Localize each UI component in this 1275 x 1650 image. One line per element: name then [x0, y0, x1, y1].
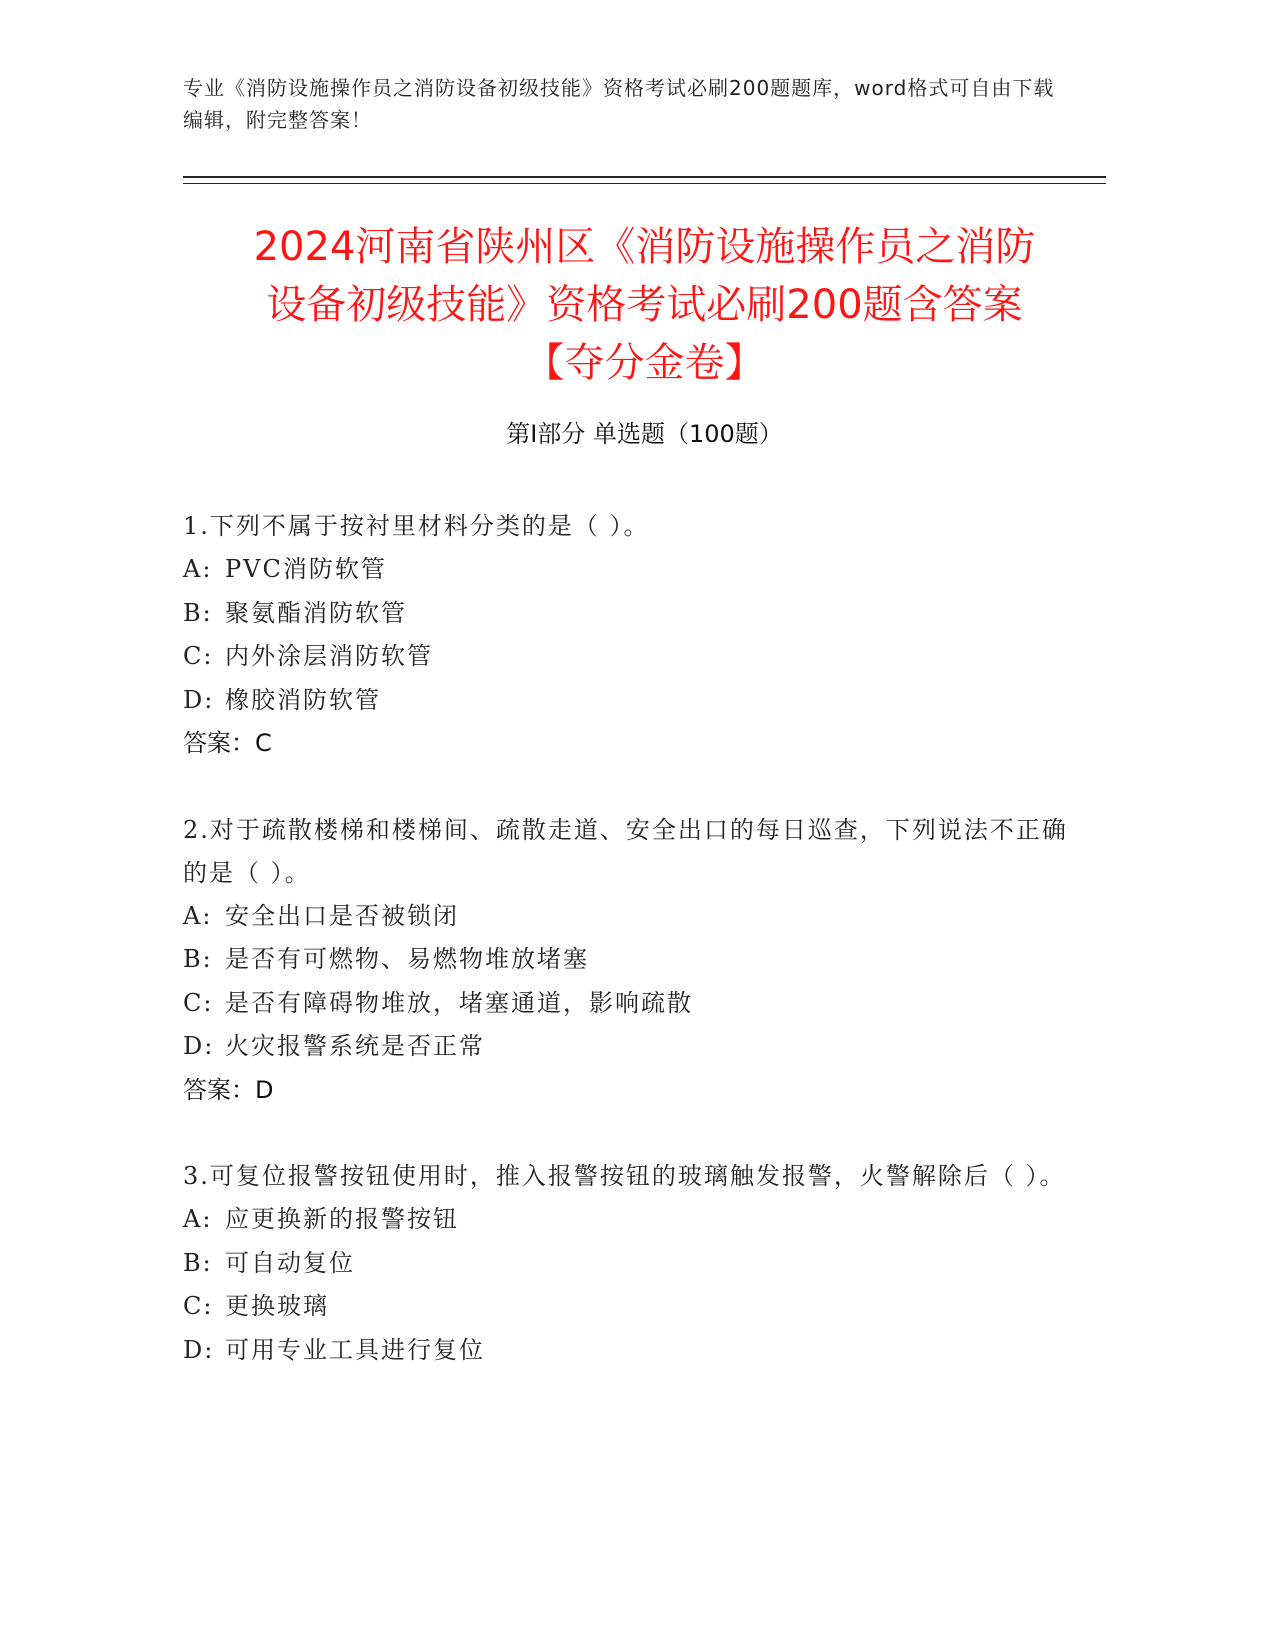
header-rule-thick: [183, 176, 1106, 178]
option-text: PVC消防软管: [225, 555, 387, 583]
option-c: [183, 982, 1083, 1026]
option-text: 应更换新的报警按钮: [225, 1205, 459, 1233]
option-text: 橡胶消防软管: [225, 685, 381, 714]
option-b: [183, 938, 1083, 982]
question-item: [183, 1155, 1083, 1372]
option-a: [183, 548, 1083, 592]
option-c: [183, 1285, 1083, 1329]
option-letter: A:: [183, 901, 213, 930]
option-b: [183, 1242, 1083, 1286]
option-text: 更换玻璃: [225, 1292, 329, 1320]
option-text: 安全出口是否被锁闭: [225, 901, 459, 930]
option-letter: B:: [183, 598, 213, 627]
section-title: 第Ⅰ部分 单选题（100题）: [506, 420, 783, 448]
option-letter: D:: [183, 1335, 215, 1364]
option-b: [183, 592, 1083, 636]
header-note: 专业《消防设施操作员之消防设备初级技能》资格考试必刷200题题库，word格式可自由下载编辑，附完整答案！: [183, 76, 1055, 132]
question-stem: 2.对于疏散楼梯和楼梯间、疏散走道、安全出口的每日巡查，下列说法不正确的是（ ）。: [183, 815, 1068, 887]
option-text: 火灾报警系统是否正常: [225, 1032, 485, 1060]
title-line: 2024河南省陕州区《消防设施操作员之消防: [253, 224, 1036, 270]
option-a: [183, 1198, 1083, 1242]
option-text: 是否有障碍物堆放，堵塞通道，影响疏散: [225, 988, 693, 1017]
option-text: 可用专业工具进行复位: [225, 1335, 485, 1364]
question-stem: 1.下列不属于按衬里材料分类的是（ ）。: [183, 512, 650, 540]
option-letter: B:: [183, 1248, 213, 1277]
option-text: 内外涂层消防软管: [225, 642, 433, 670]
title-line: 【夺分金卷】: [524, 340, 765, 386]
document-title: [183, 218, 1106, 392]
header-rule-thin: [183, 183, 1106, 184]
question-list: [183, 505, 1083, 1415]
option-text: 可自动复位: [225, 1248, 355, 1277]
option-letter: B:: [183, 945, 213, 973]
title-line: 设备初级技能》资格考试必刷200题含答案: [266, 282, 1023, 328]
option-text: 是否有可燃物、易燃物堆放堵塞: [225, 945, 589, 973]
option-letter: C:: [183, 988, 214, 1017]
answer-line: 答案：D: [183, 1075, 274, 1104]
option-letter: A:: [183, 555, 213, 583]
option-d: [183, 1329, 1083, 1373]
question-item: [183, 505, 1083, 766]
option-letter: C:: [183, 642, 214, 670]
option-letter: C:: [183, 1292, 214, 1320]
question-item: [183, 809, 1083, 1113]
option-letter: D:: [183, 685, 215, 714]
option-d: [183, 1025, 1083, 1069]
option-d: [183, 679, 1083, 723]
option-letter: D:: [183, 1032, 215, 1060]
option-text: 聚氨酯消防软管: [225, 598, 407, 627]
question-stem: 3.可复位报警按钮使用时，推入报警按钮的玻璃触发报警，火警解除后（ ）。: [183, 1162, 1066, 1190]
option-a: [183, 895, 1083, 939]
option-c: [183, 635, 1083, 679]
answer-line: 答案：C: [183, 729, 272, 757]
option-letter: A:: [183, 1205, 213, 1233]
